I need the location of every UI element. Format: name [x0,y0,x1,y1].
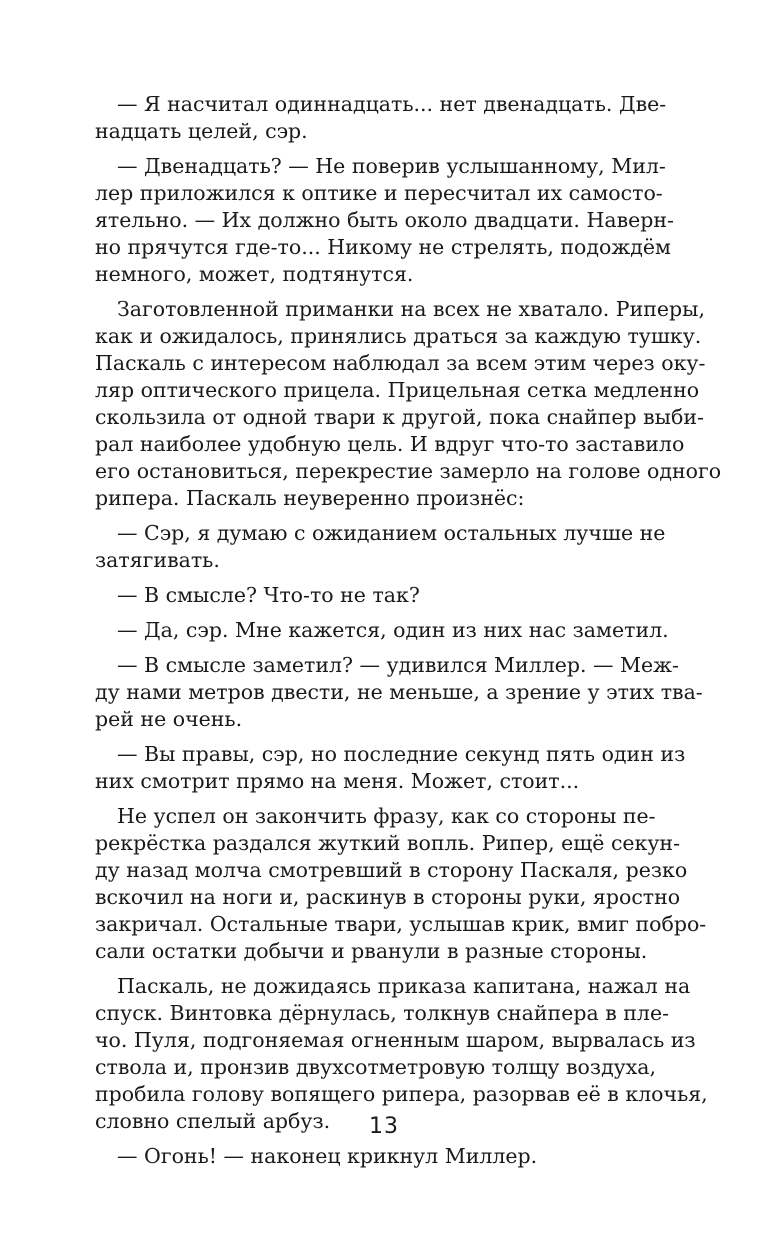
page-number: 13 [369,1114,399,1139]
text-line: ствола и, пронзив двухсотметровую толщу воздуха, [95,1055,657,1079]
page-text [95,91,722,1178]
text-line: лер приложился к оптике и пересчитал их самосто- [95,181,663,205]
text-line: Паскаль с интересом наблюдал за всем этим через оку- [95,351,706,375]
paragraph-10 [95,973,708,1135]
text-line: — Сэр, я думаю с ожиданием остальных лучше не [117,521,666,545]
paragraph-3 [95,296,722,512]
text-line: рей не очень. [95,707,243,731]
text-line: немного, может, подтянутся. [95,262,414,286]
paragraph-5 [95,582,642,609]
text-line: рипера. Паскаль неуверенно произнёс: [95,486,525,510]
text-line: — Вы правы, сэр, но последние секунд пять один из [117,742,686,766]
text-line: ду нами метров двести, не меньше, а зрение у этих тва- [95,680,703,704]
text-line: рекрёстка раздался жуткий вопль. Рипер, ещё секун- [95,831,681,855]
text-line: вскочил на ноги и, раскинув в стороны руки, яростно [95,885,681,909]
text-line: затягивать. [95,548,220,572]
text-line: — Огонь! — наконец крикнул Миллер. [117,1144,538,1168]
text-line: — Я насчитал одиннадцать... нет двенадцать. Две- [117,92,667,116]
text-line: сали остатки добычи и рванули в разные стороны. [95,939,648,963]
text-line: — В смысле заметил? — удивился Миллер. — Меж- [117,653,679,677]
text-line: как и ожидалось, принялись драться за каждую тушку. [95,324,702,348]
text-line: Паскаль, не дожидаясь приказа капитана, нажал на [117,974,691,998]
text-line: — В смысле? Что-то не так? [117,583,420,607]
text-line: пробила голову вопящего рипера, разорвав её в клочья, [95,1082,708,1106]
paragraph-8 [95,741,686,795]
text-line: спуск. Винтовка дёрнулась, толкнув снайпера в пле- [95,1001,670,1025]
paragraph-7 [95,652,703,733]
text-line: словно спелый арбуз. [95,1109,331,1133]
text-line: Не успел он закончить фразу, как со стороны пе- [117,804,656,828]
text-line: — Двенадцать? — Не поверив услышанному, Мил- [117,154,666,178]
paragraph-6 [95,617,669,644]
paragraph-1 [95,91,667,145]
text-line: но прячутся где-то... Никому не стрелять, подождём [95,235,671,259]
text-line: рал наиболее удобную цель. И вдруг что-то заставило [95,432,685,456]
text-line: закричал. Остальные твари, услышав крик, вмиг побро- [95,912,707,936]
text-line: ятельно. — Их должно быть около двадцати. Наверн- [95,208,674,232]
text-line: Заготовленной приманки на всех не хватало. Риперы, [117,297,706,321]
text-line: его остановиться, перекрестие замерло на голове одного [95,459,722,483]
text-line: надцать целей, сэр. [95,119,308,143]
text-line: скользила от одной твари к другой, пока снайпер выби- [95,405,704,429]
text-line: ду назад молча смотревший в сторону Паскаля, резко [95,858,688,882]
text-line: ляр оптического прицела. Прицельная сетка медленно [95,378,700,402]
text-line: — Да, сэр. Мне кажется, один из них нас заметил. [117,618,669,642]
paragraph-2 [95,153,674,288]
paragraph-9 [95,803,707,965]
text-line: чо. Пуля, подгоняемая огненным шаром, вырвалась из [95,1028,696,1052]
paragraph-11 [95,1143,642,1170]
paragraph-4 [95,520,666,574]
text-line: них смотрит прямо на меня. Может, стоит... [95,769,580,793]
